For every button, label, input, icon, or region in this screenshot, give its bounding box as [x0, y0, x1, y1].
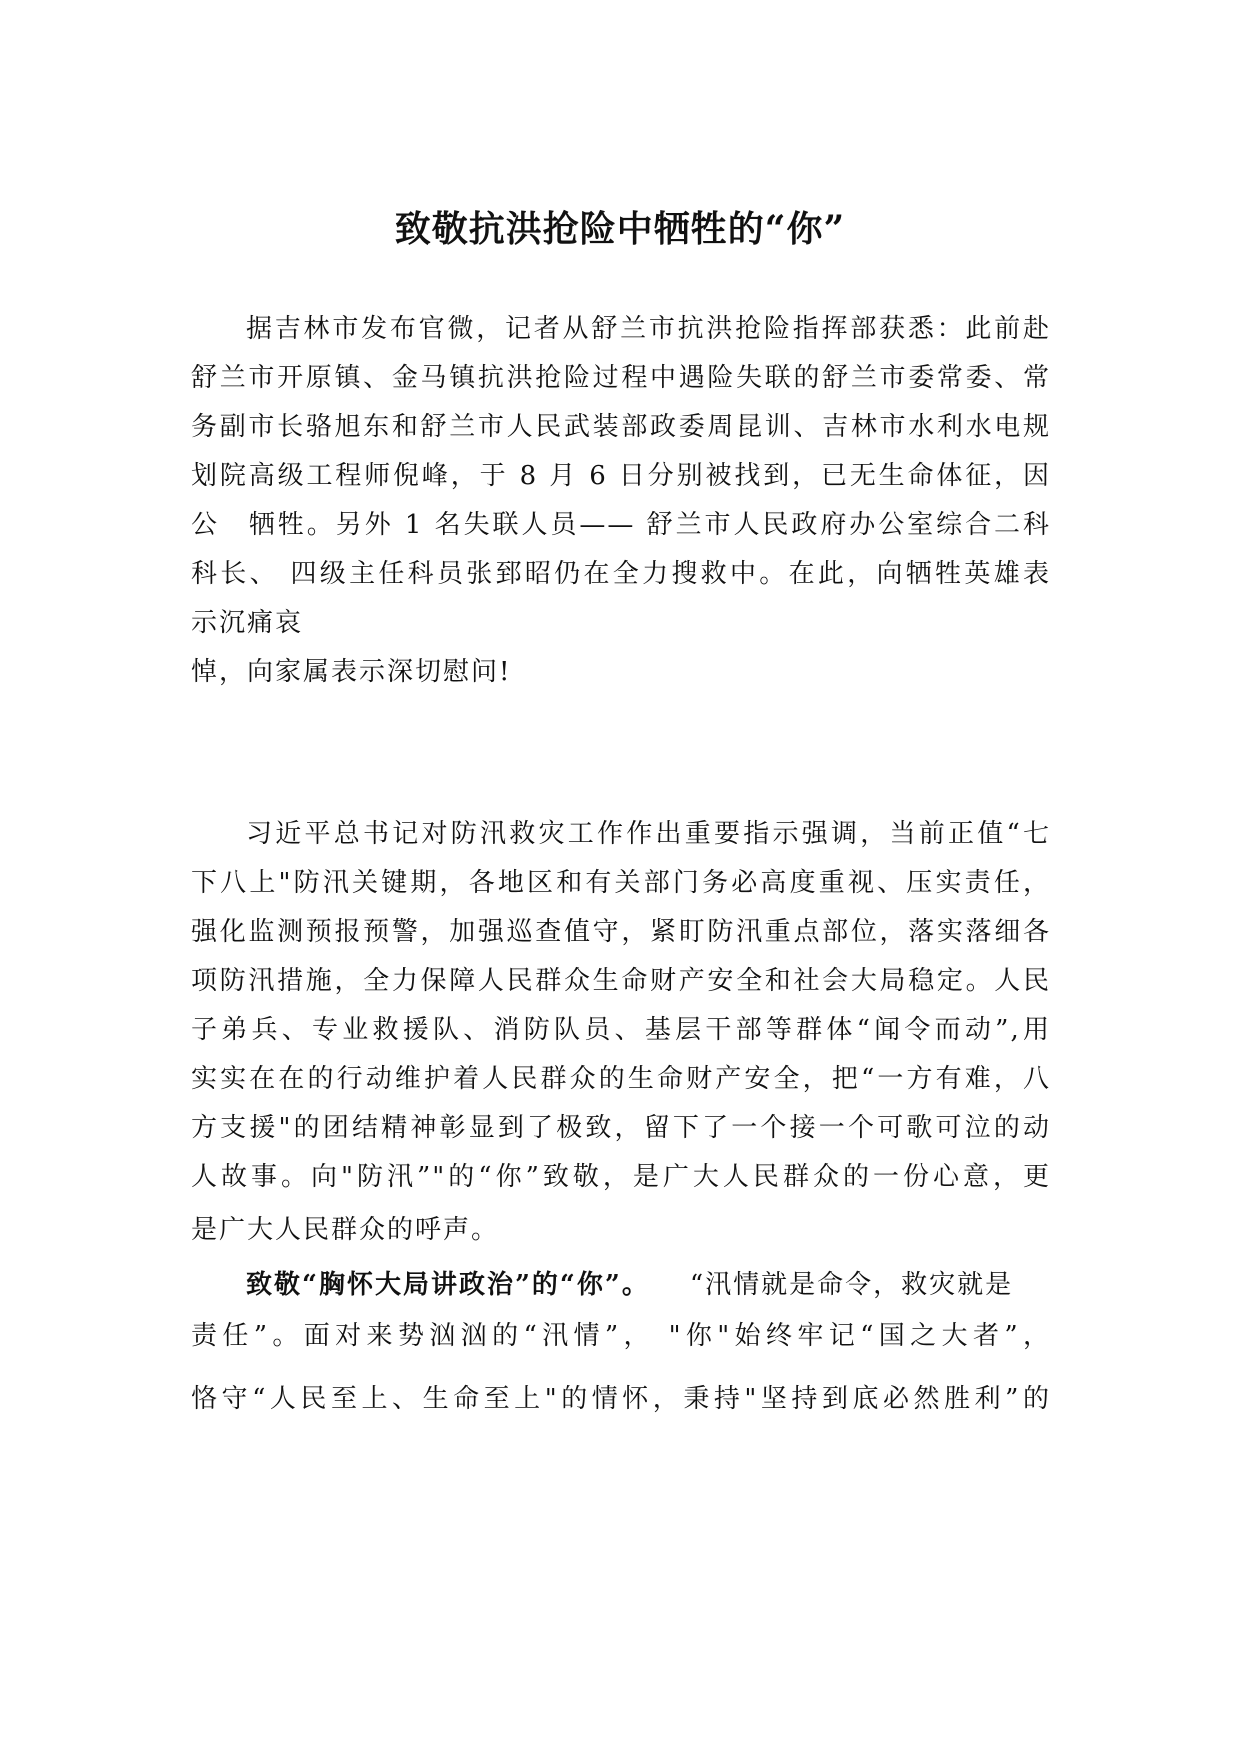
paragraph-1-line-5: 公 牺牲。另外 1 名失联人员—— 舒兰市人民政府办公室综合二科 [191, 510, 1051, 540]
paragraph-1-line-2: 舒兰市开原镇、金马镇抗洪抢险过程中遇险失联的舒兰市委常委、常 [191, 363, 1051, 393]
paragraph-2-line-2: 下八上"防汛关键期，各地区和有关部门务必高度重视、压实责任， [191, 868, 1051, 898]
paragraph-2-line-1: 习近平总书记对防汛救灾工作作出重要指示强调，当前正值“七 [246, 819, 1051, 849]
paragraph-2-line-9: 是广大人民群众的呼声。 [191, 1215, 500, 1245]
paragraph-1-line-7: 示沉痛哀 [191, 608, 304, 638]
paragraph-2-line-8: 人故事。向"防汛”"的“你”致敬，是广大人民群众的一份心意，更 [191, 1162, 1051, 1192]
paragraph-3-first-line-rest: “汛情就是命令，救灾就是 [689, 1270, 1014, 1300]
paragraph-1-line-1: 据吉林市发布官微，记者从舒兰市抗洪抢险指挥部获悉：此前赴 [246, 314, 1051, 344]
paragraph-2-line-6: 实实在在的行动维护着人民群众的生命财产安全，把“一方有难，八 [191, 1064, 1051, 1094]
paragraph-2-line-7: 方支援"的团结精神彰显到了极致，留下了一个接一个可歌可泣的动 [191, 1113, 1051, 1143]
paragraph-2-line-5: 子弟兵、专业救援队、消防队员、基层干部等群体“闻令而动”,用 [191, 1015, 1051, 1045]
paragraph-1-line-4: 划院高级工程师倪峰，于 8 月 6 日分别被找到，已无生命体征，因 [191, 461, 1051, 491]
paragraph-1-line-3: 务副市长骆旭东和舒兰市人民武装部政委周昆训、吉林市水利水电规 [191, 412, 1051, 442]
paragraph-3-line-1 [246, 1268, 1051, 1302]
paragraph-3-line-3: 恪守“人民至上、生命至上"的情怀，秉持"坚持到底必然胜利”的 [191, 1384, 1051, 1414]
document-title: 致敬抗洪抢险中牺牲的“你” [394, 208, 846, 250]
paragraph-1-line-8: 悼，向家属表示深切慰问! [191, 657, 512, 687]
paragraph-3-heading: 致敬“胸怀大局讲政治”的“你”。 [246, 1270, 650, 1300]
paragraph-2-line-3: 强化监测预报预警，加强巡查值守，紧盯防汛重点部位，落实落细各 [191, 917, 1051, 947]
paragraph-1-line-6: 科长、 四级主任科员张郅昭仍在全力搜救中。在此，向牺牲英雄表 [191, 559, 1051, 589]
paragraph-3-line-2: 责任”。面对来势汹汹的“汛情”， "你"始终牢记“国之大者”， [191, 1321, 1051, 1351]
paragraph-2-line-4: 项防汛措施，全力保障人民群众生命财产安全和社会大局稳定。人民 [191, 966, 1051, 996]
